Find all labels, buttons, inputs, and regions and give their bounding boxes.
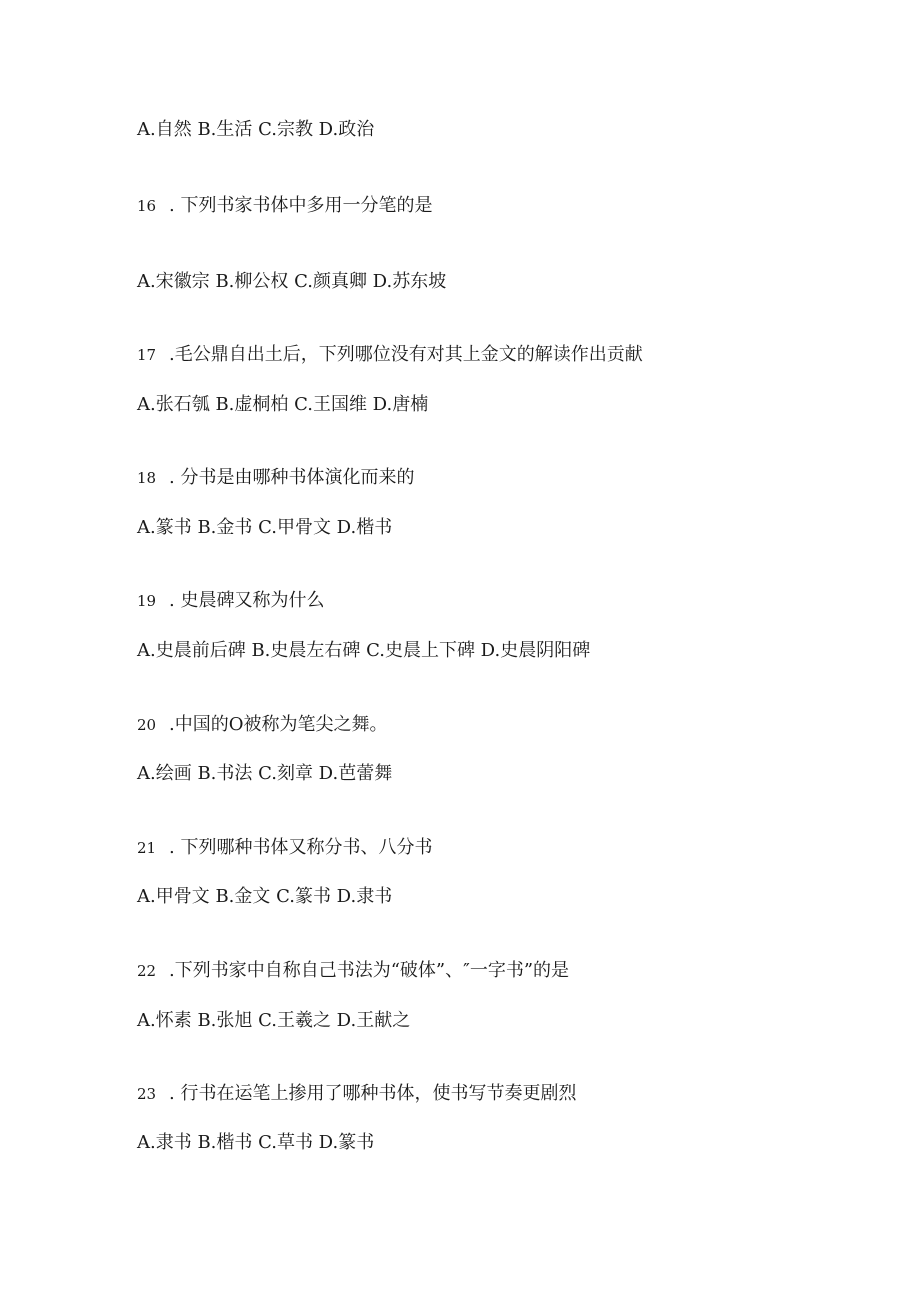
q15-options: A.自然 B.生活 C.宗教 D.政治 <box>137 119 375 140</box>
question-text: .下列书家中自称自己书法为“破体”、″一字书”的是 <box>169 960 570 981</box>
question-number: 23 <box>137 1085 157 1103</box>
question-number: 17 <box>137 346 157 364</box>
question-number: 16 <box>137 197 157 215</box>
question-text: .中国的O被称为笔尖之舞。 <box>169 714 388 735</box>
question-23 <box>137 1082 576 1106</box>
q18-options: A.篆书 B.金书 C.甲骨文 D.楷书 <box>137 517 393 538</box>
q23-options: A.隶书 B.楷书 C.草书 D.篆书 <box>137 1132 375 1153</box>
question-number: 22 <box>137 962 157 980</box>
question-text: . 史晨碑又称为什么 <box>169 590 325 611</box>
question-21 <box>137 836 432 860</box>
q16-options: A.宋徽宗 B.柳公权 C.颜真卿 D.苏东坡 <box>137 271 447 292</box>
question-text: . 分书是由哪种书体演化而来的 <box>169 467 415 488</box>
question-20 <box>137 713 387 737</box>
q20-options: A.绘画 B.书法 C.刻章 D.芭蕾舞 <box>137 763 393 784</box>
q22-options: A.怀素 B.张旭 C.王羲之 D.王献之 <box>137 1010 411 1031</box>
q21-options: A.甲骨文 B.金文 C.篆书 D.隶书 <box>137 886 393 907</box>
question-number: 18 <box>137 469 157 487</box>
question-22 <box>137 959 569 983</box>
question-17 <box>137 343 643 367</box>
question-19 <box>137 589 324 613</box>
question-text: .毛公鼎自出土后，下列哪位没有对其上金文的解读作出贡献 <box>169 344 643 365</box>
question-text: . 下列书家书体中多用一分笔的是 <box>169 195 433 216</box>
question-number: 19 <box>137 592 157 610</box>
question-number: 21 <box>137 839 157 857</box>
question-number: 20 <box>137 716 157 734</box>
question-text: . 行书在运笔上掺用了哪种书体，使书写节奏更剧烈 <box>169 1083 577 1104</box>
question-16 <box>137 194 432 218</box>
question-18 <box>137 466 414 490</box>
q17-options: A.张石瓠 B.虚桐柏 C.王国维 D.唐楠 <box>137 394 429 415</box>
q19-options: A.史晨前后碑 B.史晨左右碑 C.史晨上下碑 D.史晨阴阳碑 <box>137 640 591 661</box>
question-text: . 下列哪种书体又称分书、八分书 <box>169 837 433 858</box>
